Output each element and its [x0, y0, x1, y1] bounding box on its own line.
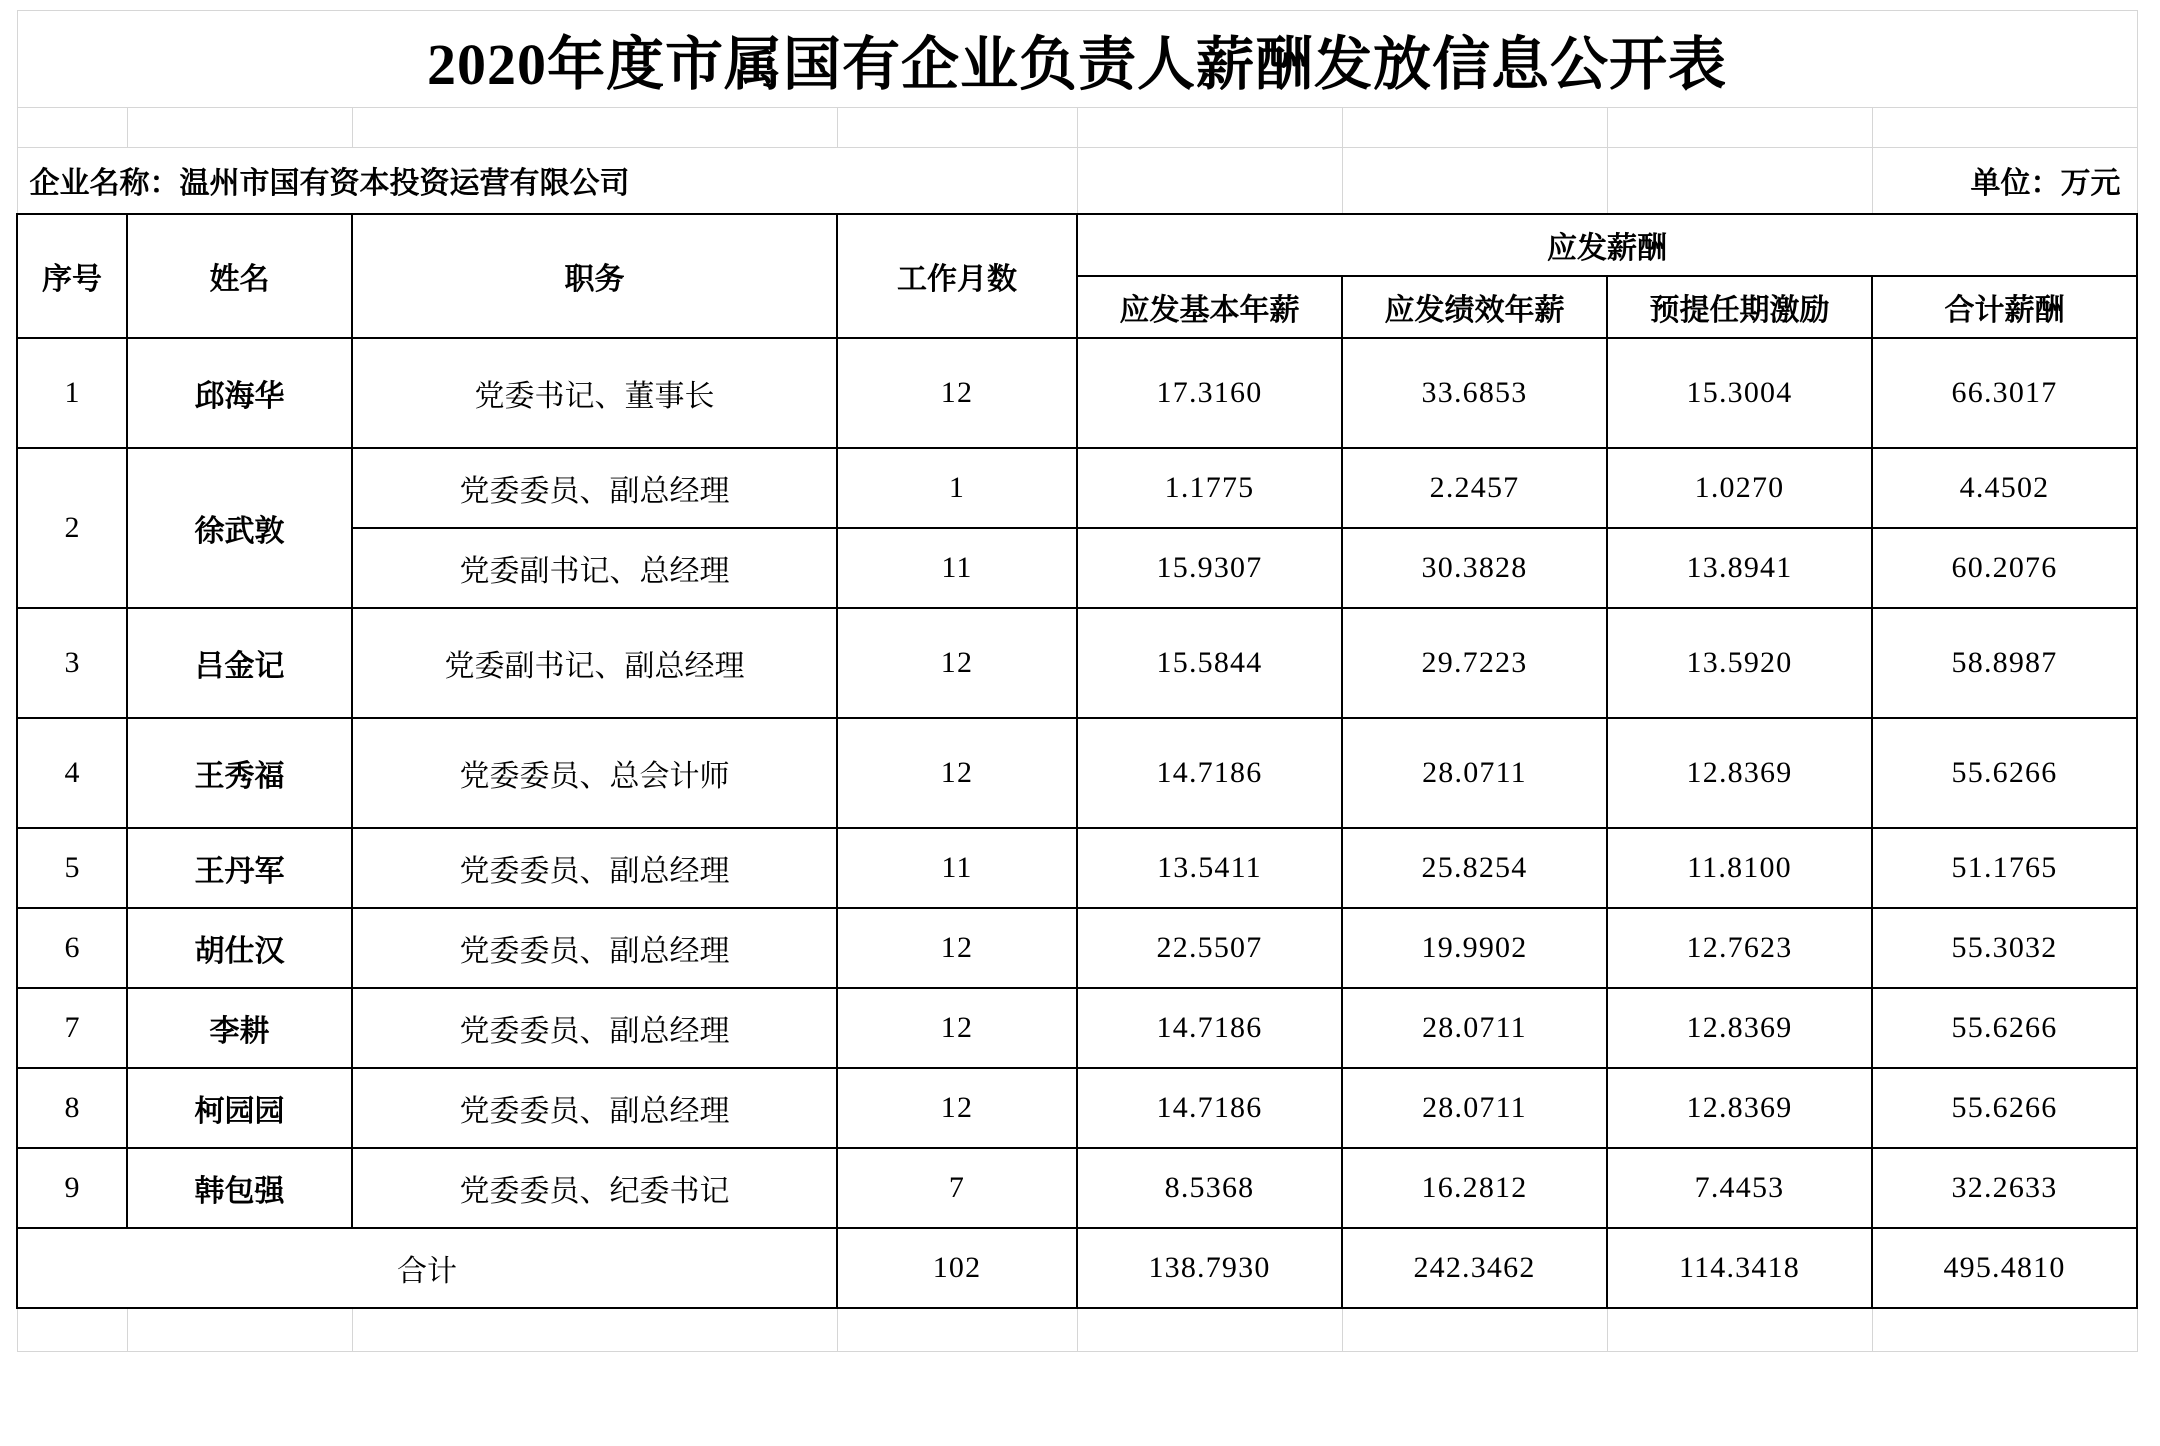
page-title: 2020年度市属国有企业负责人薪酬发放信息公开表 — [427, 32, 1728, 97]
cell-performance: 29.7223 — [1342, 608, 1607, 718]
cell-performance: 33.6853 — [1342, 338, 1607, 448]
cell-months: 12 — [837, 908, 1077, 988]
cell-months: 1 — [837, 448, 1077, 528]
header-total-salary: 合计薪酬 — [1872, 276, 2137, 338]
cell-name: 邱海华 — [127, 338, 352, 448]
total-base: 138.7930 — [1077, 1228, 1342, 1308]
cell-incentive: 7.4453 — [1607, 1148, 1872, 1228]
cell-base: 14.7186 — [1077, 988, 1342, 1068]
total-label: 合计 — [17, 1228, 837, 1308]
cell-months: 11 — [837, 828, 1077, 908]
empty-cell — [1342, 148, 1607, 214]
cell-incentive: 12.8369 — [1607, 988, 1872, 1068]
table-total-row — [17, 1228, 2137, 1308]
cell-post: 党委委员、副总经理 — [352, 828, 837, 908]
cell-name: 王丹军 — [127, 828, 352, 908]
cell-incentive: 12.8369 — [1607, 1068, 1872, 1148]
cell-months: 7 — [837, 1148, 1077, 1228]
cell-incentive: 15.3004 — [1607, 338, 1872, 448]
cell-seq: 1 — [17, 338, 127, 448]
header-payable-group: 应发薪酬 — [1077, 214, 2137, 276]
cell-post: 党委委员、副总经理 — [352, 448, 837, 528]
cell-seq: 8 — [17, 1068, 127, 1148]
cell-incentive: 12.8369 — [1607, 718, 1872, 828]
cell-base: 22.5507 — [1077, 908, 1342, 988]
cell-seq: 2 — [17, 448, 127, 608]
empty-cell — [1342, 108, 1607, 148]
cell-name: 胡仕汉 — [127, 908, 352, 988]
empty-cell — [17, 108, 127, 148]
cell-total: 55.6266 — [1872, 1068, 2137, 1148]
cell-months: 12 — [837, 718, 1077, 828]
cell-post: 党委委员、纪委书记 — [352, 1148, 837, 1228]
cell-total: 32.2633 — [1872, 1148, 2137, 1228]
table-row — [17, 338, 2137, 448]
cell-base: 17.3160 — [1077, 338, 1342, 448]
empty-cell — [837, 108, 1077, 148]
header-base-salary: 应发基本年薪 — [1077, 276, 1342, 338]
total-total: 495.4810 — [1872, 1228, 2137, 1308]
cell-months: 12 — [837, 338, 1077, 448]
empty-cell — [352, 1308, 837, 1352]
cell-seq: 6 — [17, 908, 127, 988]
table-row — [17, 828, 2137, 908]
header-term-incentive: 预提任期激励 — [1607, 276, 1872, 338]
cell-base: 8.5368 — [1077, 1148, 1342, 1228]
empty-cell — [127, 108, 352, 148]
empty-cell — [1077, 148, 1342, 214]
cell-post: 党委委员、副总经理 — [352, 1068, 837, 1148]
cell-incentive: 13.8941 — [1607, 528, 1872, 608]
salary-disclosure-table — [16, 10, 2138, 1352]
empty-cell — [837, 1308, 1077, 1352]
cell-base: 15.9307 — [1077, 528, 1342, 608]
cell-base: 13.5411 — [1077, 828, 1342, 908]
table-row — [17, 908, 2137, 988]
empty-cell — [1607, 1308, 1872, 1352]
cell-performance: 28.0711 — [1342, 1068, 1607, 1148]
cell-name: 吕金记 — [127, 608, 352, 718]
table-row — [17, 1068, 2137, 1148]
table-row — [17, 718, 2137, 828]
cell-months: 11 — [837, 528, 1077, 608]
empty-cell — [127, 1308, 352, 1352]
unit-label: 单位：万元 — [1872, 148, 2137, 214]
cell-base: 14.7186 — [1077, 1068, 1342, 1148]
cell-post: 党委副书记、副总经理 — [352, 608, 837, 718]
cell-name: 李耕 — [127, 988, 352, 1068]
company-info-row — [17, 148, 2137, 214]
cell-name: 柯园园 — [127, 1068, 352, 1148]
cell-post: 党委书记、董事长 — [352, 338, 837, 448]
header-performance-salary: 应发绩效年薪 — [1342, 276, 1607, 338]
cell-months: 12 — [837, 988, 1077, 1068]
empty-cell — [1077, 108, 1342, 148]
cell-total: 55.3032 — [1872, 908, 2137, 988]
empty-cell — [352, 108, 837, 148]
total-months: 102 — [837, 1228, 1077, 1308]
cell-performance: 25.8254 — [1342, 828, 1607, 908]
cell-seq: 3 — [17, 608, 127, 718]
table-row — [17, 1148, 2137, 1228]
cell-incentive: 13.5920 — [1607, 608, 1872, 718]
cell-name: 徐武敦 — [127, 448, 352, 608]
cell-base: 1.1775 — [1077, 448, 1342, 528]
total-incentive: 114.3418 — [1607, 1228, 1872, 1308]
cell-total: 58.8987 — [1872, 608, 2137, 718]
header-seq: 序号 — [17, 214, 127, 338]
page-title-cell — [17, 11, 2137, 108]
cell-months: 12 — [837, 608, 1077, 718]
cell-performance: 28.0711 — [1342, 718, 1607, 828]
cell-performance: 30.3828 — [1342, 528, 1607, 608]
empty-cell — [1342, 1308, 1607, 1352]
empty-cell — [17, 1308, 127, 1352]
cell-performance: 2.2457 — [1342, 448, 1607, 528]
spreadsheet-page — [0, 10, 2160, 1446]
cell-seq: 5 — [17, 828, 127, 908]
cell-total: 4.4502 — [1872, 448, 2137, 528]
header-months: 工作月数 — [837, 214, 1077, 338]
cell-incentive: 12.7623 — [1607, 908, 1872, 988]
empty-cell — [1607, 108, 1872, 148]
cell-total: 55.6266 — [1872, 988, 2137, 1068]
total-performance: 242.3462 — [1342, 1228, 1607, 1308]
table-header-row-1 — [17, 214, 2137, 276]
cell-post: 党委委员、副总经理 — [352, 988, 837, 1068]
empty-cell — [1607, 148, 1872, 214]
cell-seq: 4 — [17, 718, 127, 828]
empty-cell — [1077, 1308, 1342, 1352]
table-row — [17, 608, 2137, 718]
table-row — [17, 988, 2137, 1068]
cell-name: 王秀福 — [127, 718, 352, 828]
header-name: 姓名 — [127, 214, 352, 338]
cell-months: 12 — [837, 1068, 1077, 1148]
empty-strip-row — [17, 1308, 2137, 1352]
cell-post: 党委委员、总会计师 — [352, 718, 837, 828]
cell-incentive: 11.8100 — [1607, 828, 1872, 908]
cell-incentive: 1.0270 — [1607, 448, 1872, 528]
cell-total: 66.3017 — [1872, 338, 2137, 448]
cell-post: 党委副书记、总经理 — [352, 528, 837, 608]
cell-performance: 28.0711 — [1342, 988, 1607, 1068]
header-post: 职务 — [352, 214, 837, 338]
cell-seq: 7 — [17, 988, 127, 1068]
cell-seq: 9 — [17, 1148, 127, 1228]
cell-base: 15.5844 — [1077, 608, 1342, 718]
cell-total: 51.1765 — [1872, 828, 2137, 908]
table-row — [17, 448, 2137, 528]
company-name: 企业名称：温州市国有资本投资运营有限公司 — [17, 148, 1077, 214]
cell-post: 党委委员、副总经理 — [352, 908, 837, 988]
cell-performance: 19.9902 — [1342, 908, 1607, 988]
cell-performance: 16.2812 — [1342, 1148, 1607, 1228]
empty-cell — [1872, 1308, 2137, 1352]
empty-strip-row — [17, 108, 2137, 148]
cell-total: 60.2076 — [1872, 528, 2137, 608]
cell-base: 14.7186 — [1077, 718, 1342, 828]
cell-name: 韩包强 — [127, 1148, 352, 1228]
cell-total: 55.6266 — [1872, 718, 2137, 828]
empty-cell — [1872, 108, 2137, 148]
